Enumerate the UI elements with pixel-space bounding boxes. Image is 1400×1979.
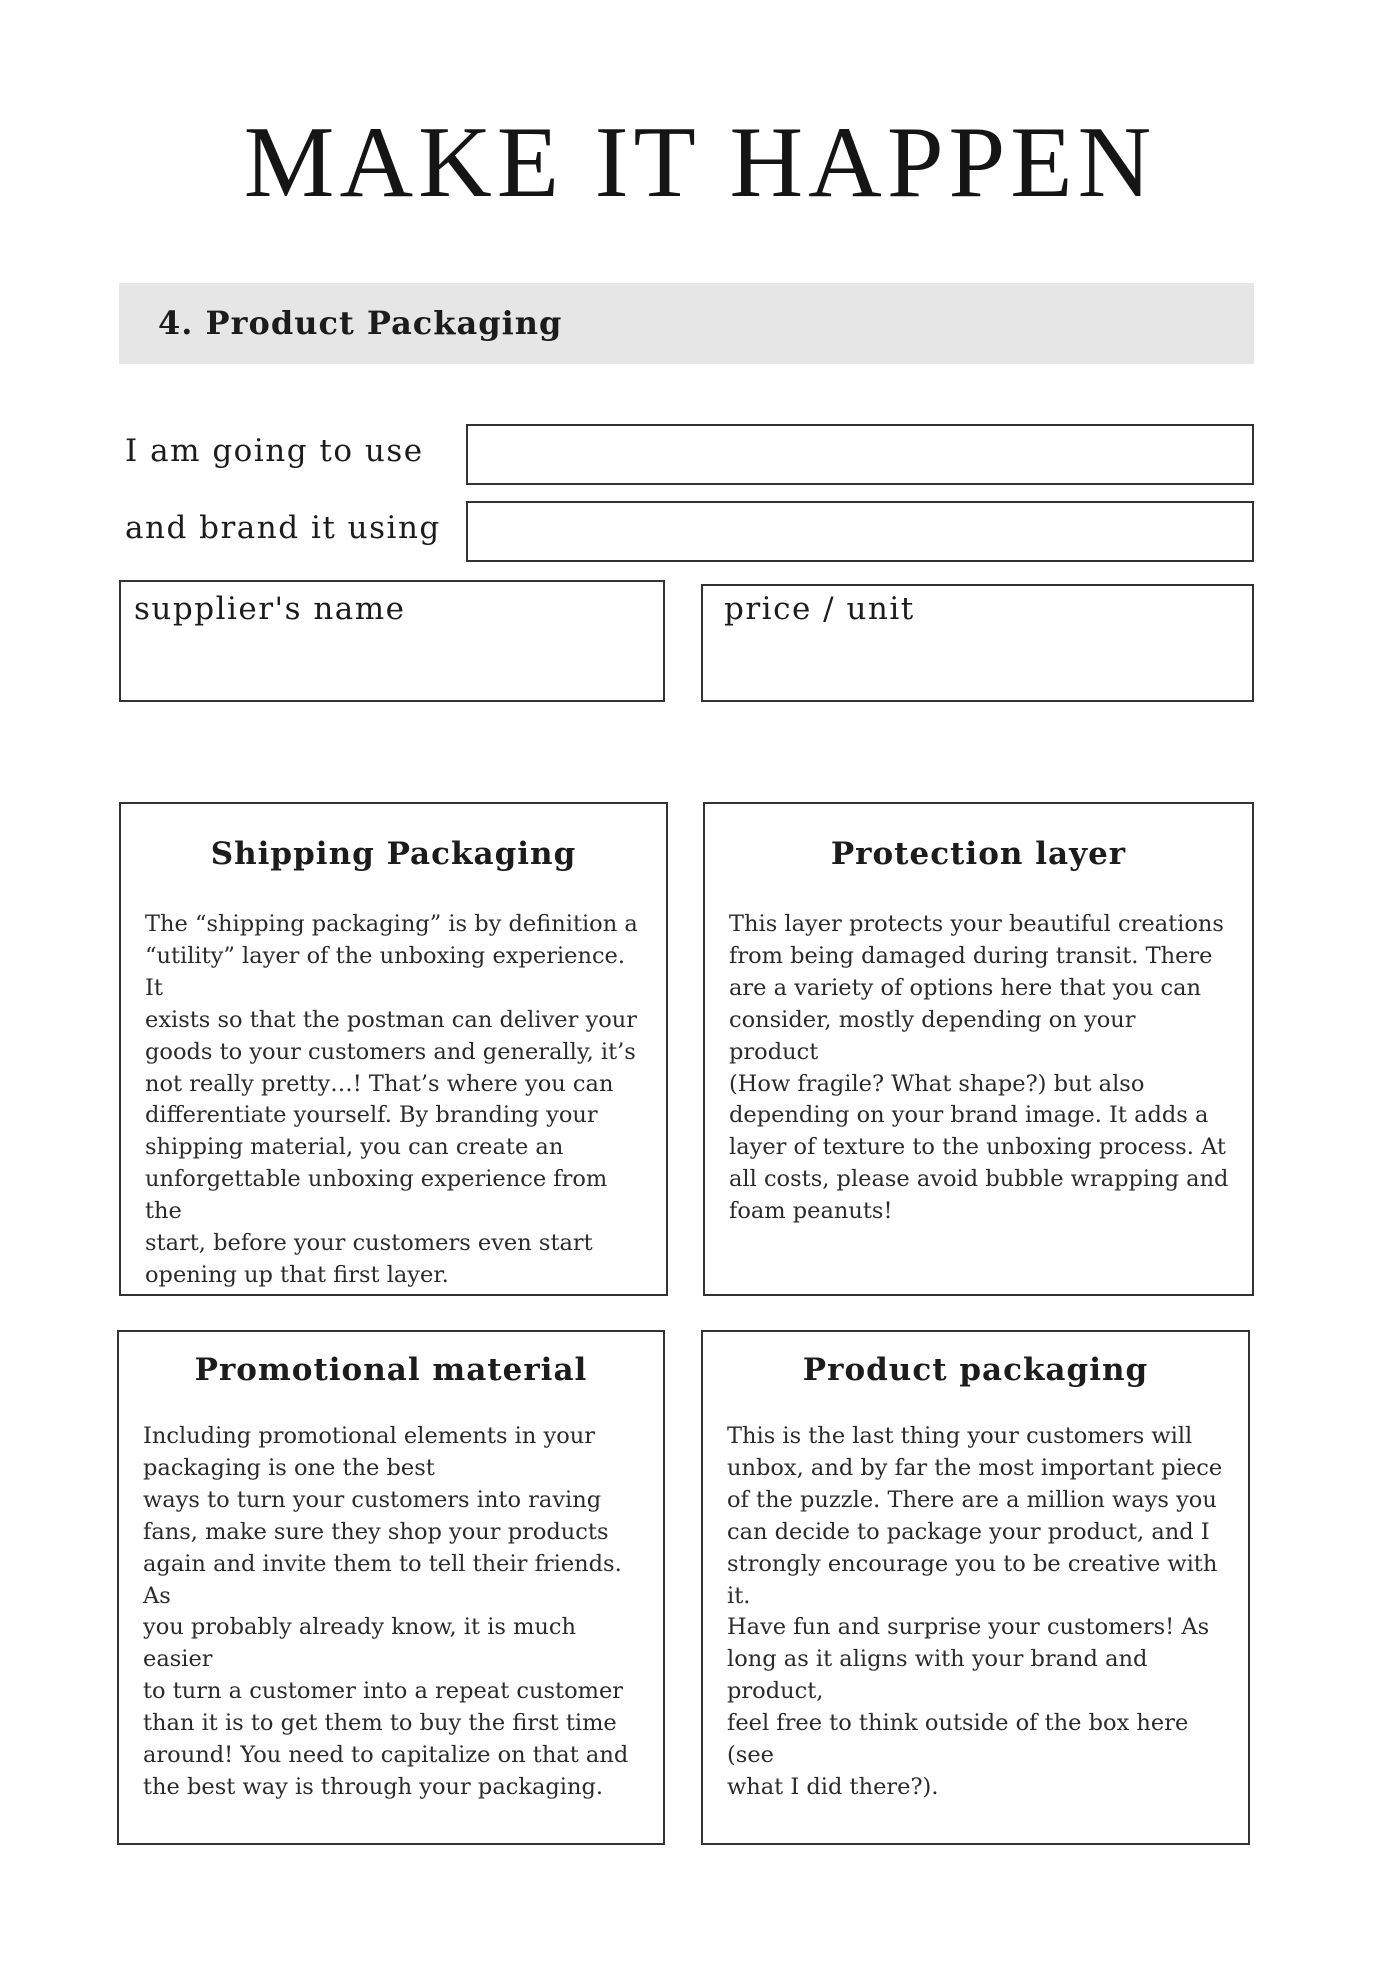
brand-using-label: and brand it using [125,510,441,546]
price-per-unit-label: price / unit [724,591,915,627]
going-to-use-field[interactable] [466,424,1254,485]
card-title: Product packaging [802,1352,1149,1388]
product-packaging-card [701,1330,1250,1845]
card-body: This layer protects your beautiful creations from being damaged during transit. There are a variety of options here that you can consider, mostly depending on your product (How fragile? What shape?) but also depending on your brand image. It adds a layer of texture to the unboxing process. At all costs, please avoid bubble wrapping and foam peanuts! [729,911,1229,1225]
promotional-material-card [117,1330,665,1845]
supplier-name-label: supplier's name [134,591,406,627]
card-title: Protection layer [830,836,1127,872]
card-title: Promotional material [194,1352,588,1388]
brand-using-field[interactable] [466,501,1254,562]
price-per-unit-field[interactable] [701,584,1254,702]
card-title: Shipping Packaging [210,836,577,872]
shipping-packaging-card [119,802,668,1296]
section-title: 4. Product Packaging [158,304,563,342]
supplier-name-field[interactable] [119,580,665,702]
protection-layer-card [703,802,1254,1296]
card-body: Including promotional elements in your packaging is one the best ways to turn your customers into raving fans, make sure they shop your products again and invite them to tell their friends. As you probably already know, it is much easier to turn a customer into a repeat customer than it is to get them to buy the first time around! You need to capitalize on that and the best way is through your packaging. [143,1423,629,1800]
going-to-use-label: I am going to use [125,433,424,469]
card-body: The “shipping packaging” is by definition a “utility” layer of the unboxing experience. It exists so that the postman can deliver your goods to your customers and generally, it’s not really pretty…! That’s where you can differentiate yourself. By branding your shipping material, you can create an unforgettable unboxing experience from the start, before your customers even start opening up that first layer. [145,911,638,1288]
page-title: MAKE IT HAPPEN [243,106,1157,219]
card-body: This is the last thing your customers will unbox, and by far the most important piece of the puzzle. There are a million ways you can decide to package your product, and I strongly encourage you to be creative with it. Have fun and surprise your customers! As long as it aligns with your brand and product, feel free to think outside of the box here (see what I did there?). [727,1423,1223,1800]
